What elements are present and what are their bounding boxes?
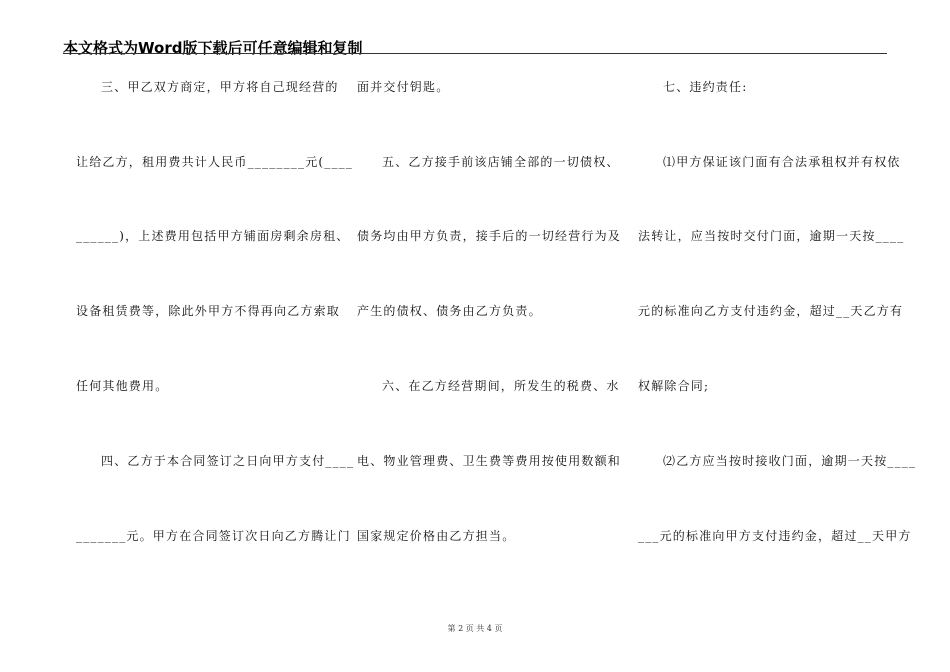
col3-line-2: ⑴甲方保证该门面有合法承租权并有权依 [663,155,901,169]
col1-line-4: 设备租赁费等，除此外甲方不得再向乙方索取 [76,304,341,318]
header-rule [63,53,887,54]
col3-line-3: 法转让，应当按时交付门面，逾期一天按____ [638,229,905,243]
col3-line-7: ___元的标准向甲方支付违约金，超过__天甲方 [638,529,912,543]
col3-line-5: 权解除合同; [638,379,710,393]
col3-line-1: 七、违约责任: [663,80,748,94]
col2-line-2: 五、乙方接手前该店铺全部的一切债权、 [382,155,620,169]
col1-line-2: 让给乙方，租用费共计人民币________元(____ [76,155,354,169]
col3-line-6: ⑵乙方应当按时接收门面，逾期一天按____ [663,454,917,468]
col1-line-6: 四、乙方于本合同签订之日向甲方支付____ [101,454,355,468]
page-number-footer: 第 2 页 共 4 页 [447,624,503,633]
col2-line-4: 产生的债权、债务由乙方负责。 [357,304,542,318]
col2-line-3: 债务均由甲方负责，接手后的一切经营行为及 [357,229,622,243]
col2-line-5: 六、在乙方经营期间，所发生的税费、水 [382,379,620,393]
col3-line-4: 元的标准向乙方支付违约金，超过__天乙方有 [638,304,904,318]
col1-line-3: ______)，上述费用包括甲方铺面房剩余房租、 [76,229,350,243]
col2-line-1: 面并交付钥匙。 [357,80,450,94]
document-header-title: 本文格式为Word版下载后可任意编辑和复制 [63,39,363,57]
col1-line-5: 任何其他费用。 [76,379,169,393]
col1-line-1: 三、甲乙双方商定，甲方将自己现经营的 [101,80,339,94]
col1-line-7: _______元。甲方在合同签订次日向乙方腾让门 [76,529,351,543]
col2-line-7: 国家规定价格由乙方担当。 [357,529,516,543]
col2-line-6: 电、物业管理费、卫生费等费用按使用数额和 [357,454,622,468]
